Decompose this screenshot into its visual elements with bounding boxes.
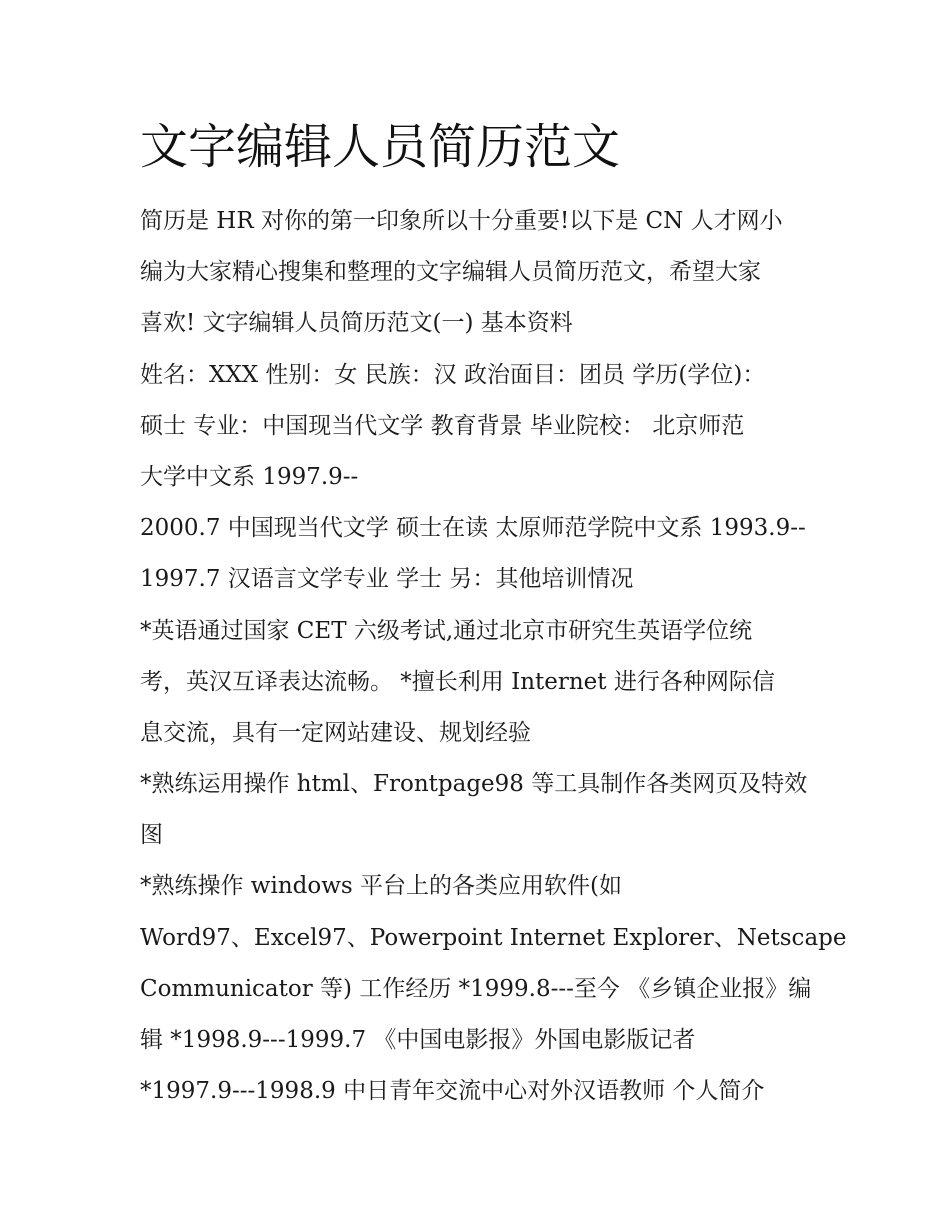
body-line: 考，英汉互译表达流畅。 *擅长利用 Internet 进行各种网际信 bbox=[140, 668, 775, 695]
body-line: Word97、Excel97、Powerpoint Internet Explorer、Netscape bbox=[140, 924, 847, 951]
body-line: 图 bbox=[140, 822, 163, 849]
body-line: 2000.7 中国现当代文学 硕士在读 太原师范学院中文系 1993.9-- bbox=[140, 515, 806, 542]
document-title: 文字编辑人员简历范文 bbox=[140, 119, 621, 175]
body-line: 辑 *1998.9---1999.7 《中国电影报》外国电影版记者 bbox=[140, 1027, 696, 1053]
body-line: 姓名：XXX 性别：女 民族：汉 政治面目：团员 学历(学位)： bbox=[140, 361, 766, 388]
body-line: 大学中文系 1997.9-- bbox=[140, 463, 359, 490]
body-line: 编为大家精心搜集和整理的文字编辑人员简历范文，希望大家 bbox=[140, 259, 761, 286]
body-line: Communicator 等) 工作经历 *1999.8---至今 《乡镇企业报》编 bbox=[140, 975, 812, 1002]
body-line: *英语通过国家 CET 六级考试,通过北京市研究生英语学位统 bbox=[140, 617, 753, 644]
body-line: 息交流，具有一定网站建设、规划经验 bbox=[140, 719, 531, 746]
body-line: 硕士 专业：中国现当代文学 教育背景 毕业院校： 北京师范 bbox=[140, 412, 745, 439]
body-line: 喜欢! 文字编辑人员简历范文(一) 基本资料 bbox=[140, 310, 573, 337]
document-body bbox=[140, 196, 847, 1117]
body-line: 1997.7 汉语言文学专业 学士 另：其他培训情况 bbox=[140, 566, 634, 593]
body-line: *熟练操作 windows 平台上的各类应用软件(如 bbox=[140, 873, 623, 900]
body-line: *熟练运用操作 html、Frontpage98 等工具制作各类网页及特效 bbox=[140, 771, 808, 798]
body-line: *1997.9---1998.9 中日青年交流中心对外汉语教师 个人简介 bbox=[140, 1078, 765, 1105]
body-line: 简历是 HR 对你的第一印象所以十分重要!以下是 CN 人才网小 bbox=[140, 208, 783, 234]
